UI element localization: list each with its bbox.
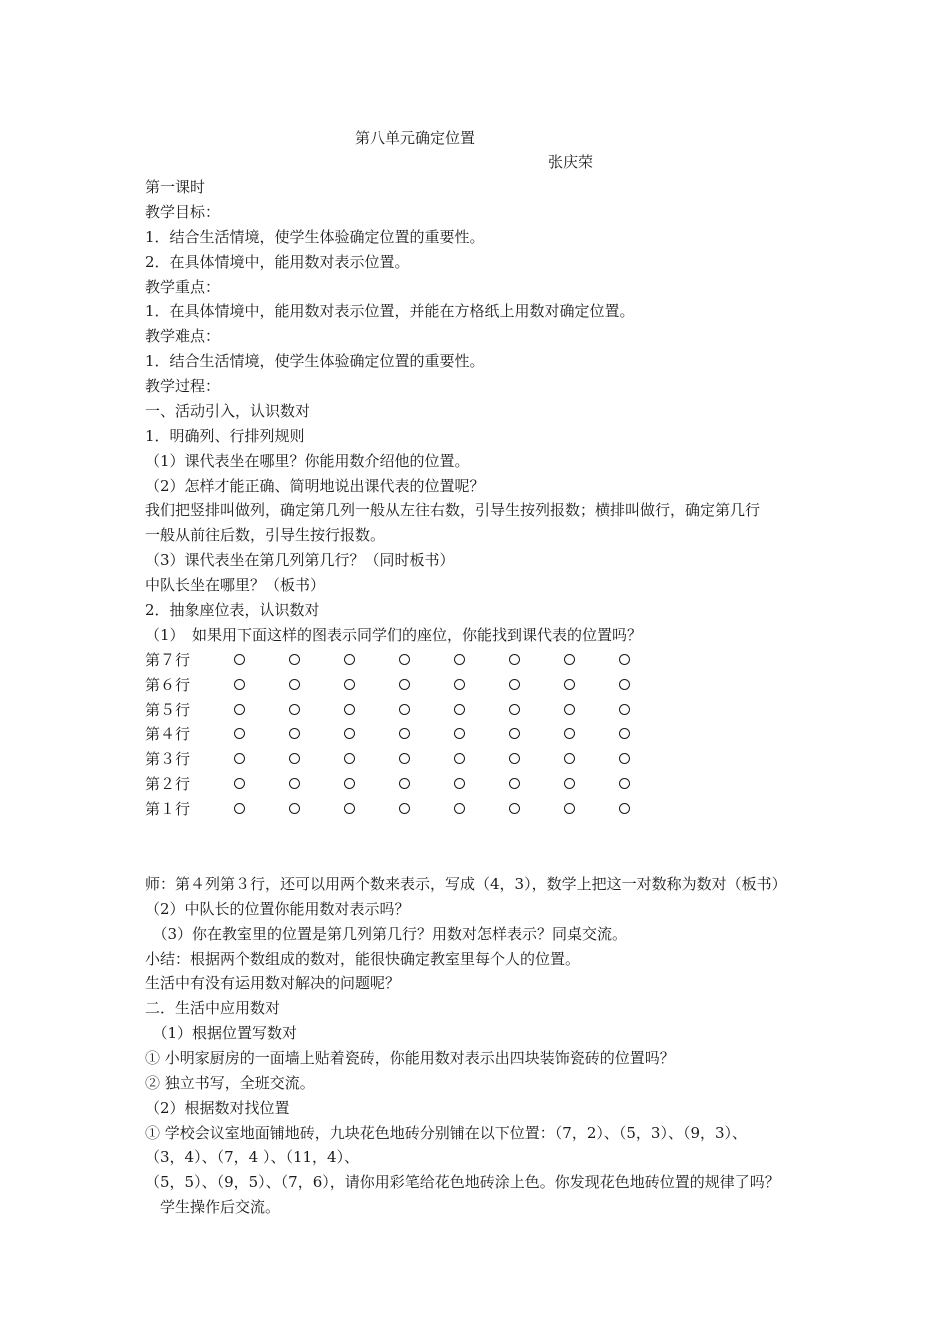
seat-circle xyxy=(399,803,410,814)
row-label: 第７行 xyxy=(145,651,191,669)
seat-circle xyxy=(564,778,575,789)
text-line: （2）中队长的位置你能用数对表示吗？ xyxy=(145,900,410,918)
seat-circle xyxy=(619,679,630,690)
seat-circle xyxy=(344,654,355,665)
seat-circle xyxy=(564,704,575,715)
text-line: （3，4）、（7，4 ）、（11，4）、 xyxy=(145,1148,360,1166)
text-line: 教学过程： xyxy=(145,377,221,395)
text-line: 1．结合生活情境，使学生体验确定位置的重要性。 xyxy=(145,352,485,370)
seat-circle xyxy=(509,704,520,715)
seat-circle xyxy=(454,778,465,789)
text-line: 我们把竖排叫做列，确定第几列一般从左往右数，引导生按列报数；横排叫做行，确定第几行 xyxy=(145,501,761,519)
text-line: （3）课代表坐在第几列第几行？（同时板书） xyxy=(145,551,455,569)
text-line: 1．结合生活情境，使学生体验确定位置的重要性。 xyxy=(145,228,485,246)
seat-circle xyxy=(564,654,575,665)
text-line: 教学重点： xyxy=(145,278,221,296)
text-line: 教学难点： xyxy=(145,327,221,345)
text-line: 生活中有没有运用数对解决的问题呢？ xyxy=(145,974,401,992)
row-label: 第２行 xyxy=(145,775,191,793)
seat-circle xyxy=(619,728,630,739)
seat-circle xyxy=(344,753,355,764)
text-line: 第一课时 xyxy=(145,178,206,196)
seat-circle xyxy=(289,679,300,690)
seat-circle xyxy=(399,728,410,739)
seat-circle xyxy=(344,679,355,690)
text-line: 一、活动引入，认识数对 xyxy=(145,402,311,420)
text-line: （3）你在教室里的位置是第几列第几行？用数对怎样表示？同桌交流。 xyxy=(145,925,628,943)
seat-circle xyxy=(344,728,355,739)
text-line: 2．在具体情境中，能用数对表示位置。 xyxy=(145,253,410,271)
seat-circle xyxy=(564,803,575,814)
text-line: 一般从前往后数，引导生按行报数。 xyxy=(145,526,386,544)
text-line: 1．明确列、行排列规则 xyxy=(145,427,305,445)
seat-circle xyxy=(619,778,630,789)
seat-circle xyxy=(234,803,245,814)
seat-circle xyxy=(234,704,245,715)
seat-circle xyxy=(509,679,520,690)
row-label: 第３行 xyxy=(145,750,191,768)
seat-circle xyxy=(454,753,465,764)
seat-circle xyxy=(564,728,575,739)
seat-circle xyxy=(454,654,465,665)
text-line: 师：第４列第３行，还可以用两个数来表示，写成（4，3），数学上把这一对数称为数对（板书） xyxy=(145,875,787,893)
text-line: ① 学校会议室地面铺地砖，九块花色地砖分别铺在以下位置：（7，2）、（5，3）、（9，3）、 xyxy=(145,1124,748,1142)
text-line: （1）课代表坐在哪里？你能用数介绍他的位置。 xyxy=(145,452,470,470)
seat-circle xyxy=(454,803,465,814)
row-label: 第１行 xyxy=(145,800,191,818)
seat-circle xyxy=(344,803,355,814)
seat-circle xyxy=(509,728,520,739)
document-title: 第八单元确定位置 xyxy=(355,129,476,147)
text-line: （2）根据数对找位置 xyxy=(145,1099,290,1117)
seat-circle xyxy=(289,803,300,814)
seat-circle xyxy=(454,728,465,739)
seat-circle xyxy=(564,753,575,764)
text-line: 2．抽象座位表，认识数对 xyxy=(145,601,320,619)
text-line: （1） 如果用下面这样的图表示同学们的座位，你能找到课代表的位置吗？ xyxy=(145,626,643,644)
row-label: 第４行 xyxy=(145,725,191,743)
seat-circle xyxy=(454,679,465,690)
seat-circle xyxy=(234,778,245,789)
text-line: （2）怎样才能正确、简明地说出课代表的位置呢？ xyxy=(145,477,485,495)
seat-circle xyxy=(509,753,520,764)
seat-circle xyxy=(454,704,465,715)
text-line: 学生操作后交流。 xyxy=(145,1198,281,1216)
author-name: 张庆荣 xyxy=(548,153,594,171)
seat-circle xyxy=(399,679,410,690)
seat-circle xyxy=(509,778,520,789)
seat-circle xyxy=(344,778,355,789)
seat-circle xyxy=(399,778,410,789)
text-line: 二．生活中应用数对 xyxy=(145,999,281,1017)
seat-circle xyxy=(564,679,575,690)
seat-circle xyxy=(234,753,245,764)
seat-circle xyxy=(344,704,355,715)
seat-circle xyxy=(399,753,410,764)
text-line: ① 小明家厨房的一面墙上贴着瓷砖，你能用数对表示出四块装饰瓷砖的位置吗？ xyxy=(145,1049,675,1067)
row-label: 第５行 xyxy=(145,701,191,719)
seat-circle xyxy=(289,704,300,715)
seat-circle xyxy=(289,654,300,665)
seat-circle xyxy=(619,753,630,764)
text-line: ② 独立书写，全班交流。 xyxy=(145,1074,315,1092)
row-label: 第６行 xyxy=(145,676,191,694)
seat-circle xyxy=(619,704,630,715)
seat-circle xyxy=(509,654,520,665)
seat-circle xyxy=(619,654,630,665)
seat-circle xyxy=(509,803,520,814)
text-line: （5，5）、（9，5）、（7，6），请你用彩笔给花色地砖涂上色。你发现花色地砖位置的规律了吗？ xyxy=(145,1173,780,1191)
seat-circle xyxy=(289,753,300,764)
text-line: 小结：根据两个数组成的数对，能很快确定教室里每个人的位置。 xyxy=(145,950,581,968)
seat-circle xyxy=(234,654,245,665)
seat-circle xyxy=(289,728,300,739)
seat-circle xyxy=(399,654,410,665)
seat-circle xyxy=(289,778,300,789)
seat-circle xyxy=(234,728,245,739)
text-line: 教学目标： xyxy=(145,203,221,221)
text-line: （1）根据位置写数对 xyxy=(145,1024,298,1042)
seat-circle xyxy=(399,704,410,715)
seat-circle xyxy=(619,803,630,814)
seat-circle xyxy=(234,679,245,690)
text-line: 中队长坐在哪里？（板书） xyxy=(145,576,326,594)
text-line: 1．在具体情境中，能用数对表示位置，并能在方格纸上用数对确定位置。 xyxy=(145,302,635,320)
